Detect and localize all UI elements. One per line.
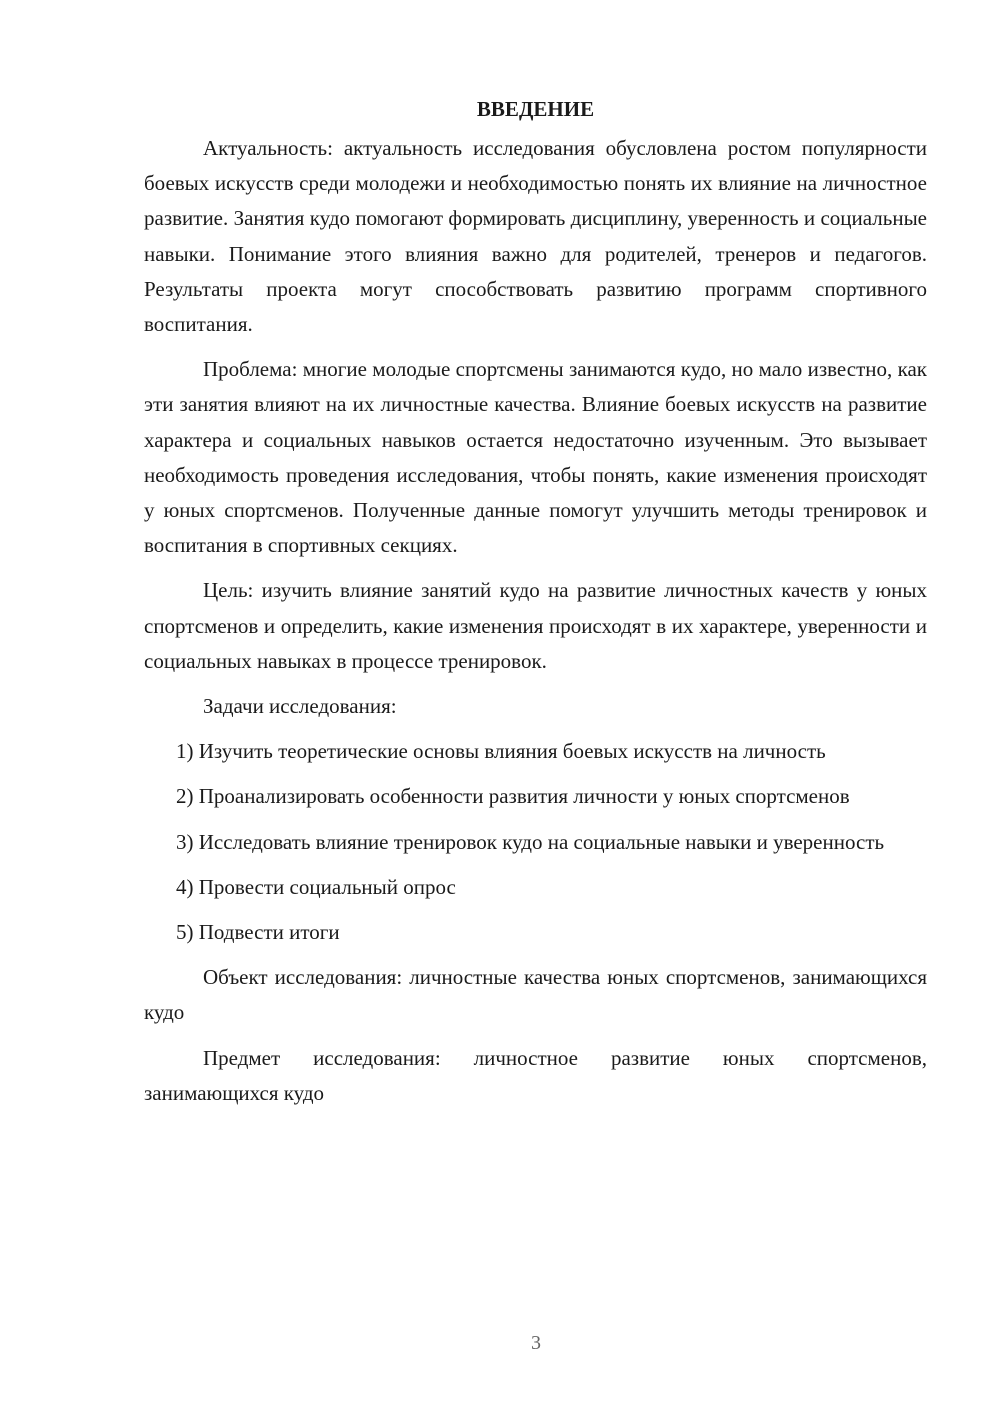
task-item: 4) Провести социальный опрос (176, 874, 456, 899)
page-title: ВВЕДЕНИЕ (476, 97, 595, 121)
paragraph-object: Объект исследования: личностные качества юных спортсменов, занимающихся кудо (144, 965, 927, 1025)
task-item: 1) Изучить теоретические основы влияния боевых искусств на личность (176, 739, 826, 764)
task-item: 5) Подвести итоги (176, 920, 340, 945)
paragraph-problem: Проблема: многие молодые спортсмены занимаются кудо, но мало известно, как эти занятия влияют на их личностные качества. Влияние боевых искусств на развитие характера и социальных навыков остается недостаточно изученным. Это вызывает необходимость проведения исследования, чтобы понять, какие изменения происходят у юных спортсменов. Полученные данные помогут улучшить методы тренировок и воспитания в спортивных секциях. (144, 357, 927, 558)
tasks-label: Задачи исследования: (203, 694, 397, 719)
paragraph-subject: Предмет исследования: личностное развитие юных спортсменов, занимающихся кудо (144, 1045, 927, 1105)
page-number: 3 (531, 1332, 541, 1354)
task-item: 3) Исследовать влияние тренировок кудо на социальные навыки и уверенность (176, 829, 885, 854)
paragraph-relevance: Актуальность: актуальность исследования обусловлена ростом популярности боевых искусств среди молодежи и необходимостью понять их влияние на личностное развитие. Занятия кудо помогают формировать дисциплину, уверенность и социальные навыки. Понимание этого влияния важно для родителей, тренеров и педагогов. Результаты проекта могут способствовать развитию программ спортивного воспитания. (144, 136, 927, 337)
paragraph-goal: Цель: изучить влияние занятий кудо на развитие личностных качеств у юных спортсменов и определить, какие изменения происходят в их характере, уверенности и социальных навыках в процессе тренировок. (144, 578, 927, 673)
task-item: 2) Проанализировать особенности развития личности у юных спортсменов (176, 784, 850, 809)
document-page (144, 92, 927, 1121)
